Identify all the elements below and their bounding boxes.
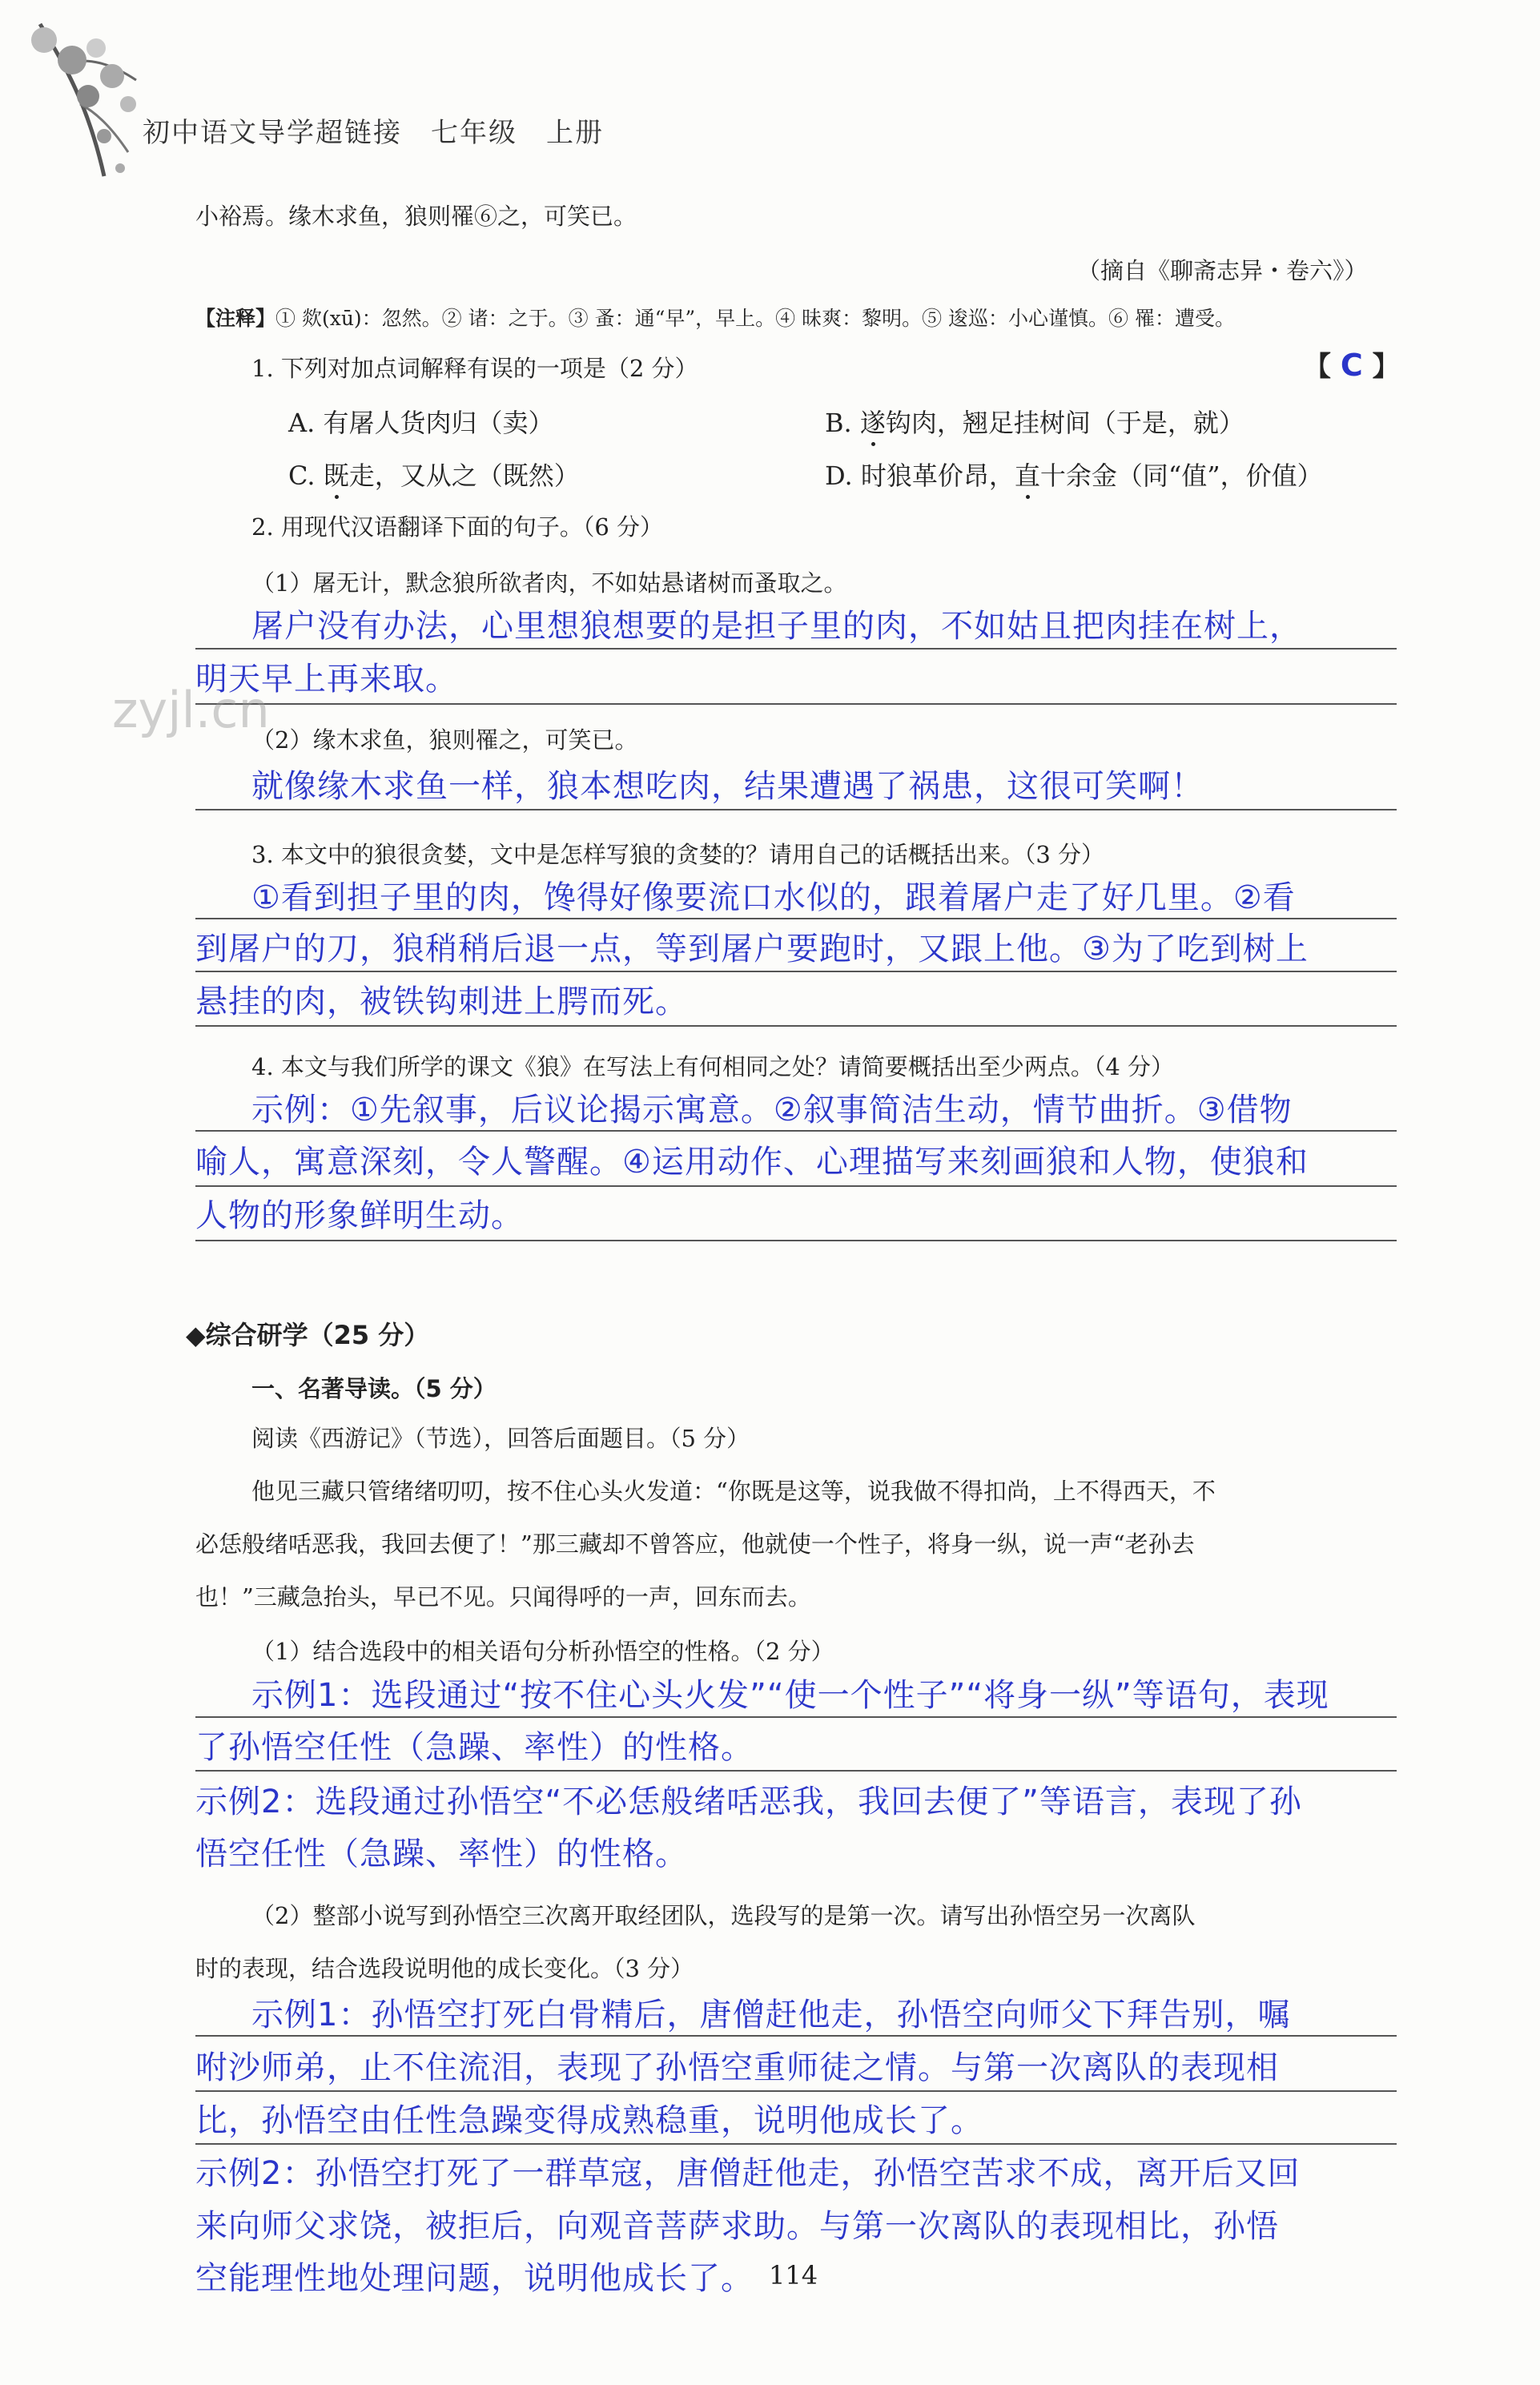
q1-answer: C bbox=[1340, 348, 1363, 383]
q3-answer-line-3: 悬挂的肉，被铁钩刺进上腭而死。 bbox=[195, 983, 688, 1020]
q4-answer-line-2: 喻人，寓意深刻，令人警醒。④运用动作、心理描写来刻画狼和人物，使狼和 bbox=[195, 1144, 1309, 1180]
q3-answer-line-2: 到屠户的刀，狼稍稍后退一点，等到屠户要跑时，又跟上他。③为了吃到树上 bbox=[195, 931, 1309, 967]
answer-line bbox=[195, 971, 1397, 972]
xq2-stem-line-2: 时的表现，结合选段说明他的成长变化。（3 分） bbox=[195, 1955, 694, 1982]
q4-answer-line-3: 人物的形象鲜明生动。 bbox=[195, 1197, 524, 1234]
q1-option-d: D. 时狼革价昂，直十余金（同“值”，价值） bbox=[825, 461, 1323, 491]
header-title: 初中语文导学超链接 七年级 上册 bbox=[143, 117, 604, 149]
q1-option-c: C. 既走，又从之（既然） bbox=[288, 461, 580, 491]
xq1-answer-line-3: 示例2：选段通过孙悟空“不必恁般绪咶恶我，我回去便了”等语言，表现了孙 bbox=[195, 1784, 1302, 1820]
answer-line bbox=[195, 1185, 1397, 1187]
excerpt-line-2: 必恁般绪咶恶我，我回去便了！”那三藏却不曾答应，他就使一个性子，将身一纵，说一声“老孙去 bbox=[195, 1530, 1195, 1558]
q2-stem: 2. 用现代汉语翻译下面的句子。（6 分） bbox=[251, 513, 664, 541]
xq2-answer-line-1: 示例1：孙悟空打死白骨精后，唐僧赶他走，孙悟空向师父下拜告别，嘱 bbox=[251, 1997, 1291, 2033]
xq1-answer-line-4: 悟空任性（急躁、率性）的性格。 bbox=[195, 1836, 688, 1872]
q3-answer-line-1: ①看到担子里的肉，馋得好像要流口水似的，跟着屠户走了好几里。②看 bbox=[251, 879, 1296, 916]
xq2-answer-line-3: 比，孙悟空由任性急躁变得成熟稳重，说明他成长了。 bbox=[195, 2102, 983, 2139]
q2-sentence-2: （2）缘木求鱼，狼则罹之，可笑已。 bbox=[251, 726, 638, 754]
xq2-answer-line-2: 咐沙师弟，止不住流泪，表现了孙悟空重师徒之情。与第一次离队的表现相 bbox=[195, 2049, 1279, 2086]
xq1-stem: （1）结合选段中的相关语句分析孙悟空的性格。（2 分） bbox=[251, 1638, 834, 1665]
q2-answer-1-line-2: 明天早上再来取。 bbox=[195, 661, 458, 698]
q2-answer-2: 就像缘木求鱼一样，狼本想吃肉，结果遭遇了祸患，这很可笑啊！ bbox=[251, 768, 1204, 805]
q2-sentence-1: （1）屠无计，默念狼所欲者肉，不如姑悬诸树而蚤取之。 bbox=[251, 569, 847, 597]
answer-line bbox=[195, 648, 1397, 650]
notes-label: 【注释】 bbox=[195, 307, 276, 330]
xq2-answer-line-5: 来向师父求饶，被拒后，向观音菩萨求助。与第一次离队的表现相比，孙悟 bbox=[195, 2208, 1279, 2245]
q1-option-a: A. 有屠人货肉归（卖） bbox=[288, 408, 554, 438]
section-title: ◆综合研学（25 分） bbox=[186, 1320, 430, 1350]
answer-line bbox=[195, 918, 1397, 919]
answer-line bbox=[195, 809, 1397, 810]
reading-intro: 阅读《西游记》（节选），回答后面题目。（5 分） bbox=[251, 1425, 750, 1452]
xq1-answer-line-2: 了孙悟空任性（急躁、率性）的性格。 bbox=[195, 1729, 754, 1766]
q1-option-b: B. 遂钩肉，翘足挂树间（于是，就） bbox=[825, 408, 1244, 438]
excerpt-line-1: 他见三藏只管绪绪叨叨，按不住心头火发道：“你既是这等，说我做不得扣尚，上不得西天，不 bbox=[251, 1478, 1216, 1505]
section-subtitle: 一、名著导读。（5 分） bbox=[251, 1375, 497, 1402]
excerpt-line-3: 也！”三藏急抬头，早已不见。只闻得呼的一声，回东而去。 bbox=[195, 1583, 811, 1611]
answer-line bbox=[195, 2035, 1397, 2037]
notes-text: ① 欻(xū)：忽然。② 诸：之于。③ 蚤：通“早”，早上。④ 昧爽：黎明。⑤ 逡巡：小心谨慎。⑥ 罹：遭受。 bbox=[275, 307, 1235, 330]
watermark: zyjl.cn bbox=[112, 681, 270, 739]
answer-line bbox=[195, 703, 1397, 705]
xq1-answer-line-1: 示例1：选段通过“按不住心头火发”“使一个性子”“将身一纵”等语句，表现 bbox=[251, 1677, 1329, 1714]
notes bbox=[195, 303, 1235, 332]
xq2-stem-line-1: （2）整部小说写到孙悟空三次离开取经团队，选段写的是第一次。请写出孙悟空另一次离队 bbox=[251, 1902, 1196, 1929]
answer-line bbox=[195, 2090, 1397, 2092]
source-citation: （摘自《聊斋志异・卷六》） bbox=[1077, 257, 1368, 284]
q4-stem: 4. 本文与我们所学的课文《狼》在写法上有何相同之处？请简要概括出至少两点。（4 分） bbox=[251, 1053, 1175, 1080]
answer-line bbox=[195, 2143, 1397, 2145]
q3-stem: 3. 本文中的狼很贪婪，文中是怎样写狼的贪婪的？请用自己的话概括出来。（3 分） bbox=[251, 841, 1105, 868]
q1-answer-box bbox=[1304, 344, 1400, 384]
answer-line bbox=[195, 1770, 1397, 1772]
answer-line bbox=[195, 1025, 1397, 1027]
answer-line bbox=[195, 1716, 1397, 1718]
q4-answer-line-1: 示例：①先叙事，后议论揭示寓意。②叙事简洁生动，情节曲折。③借物 bbox=[251, 1092, 1293, 1128]
q1-bracket-open: 【 bbox=[1304, 351, 1331, 383]
xq2-answer-line-4: 示例2：孙悟空打死了一群草寇，唐僧赶他走，孙悟空苦求不成，离开后又回 bbox=[195, 2155, 1301, 2192]
ink-branch-decoration bbox=[16, 16, 144, 200]
q1-stem: 1. 下列对加点词解释有误的一项是（2 分） bbox=[251, 355, 698, 382]
q2-answer-1-line-1: 屠户没有办法，心里想狼想要的是担子里的肉，不如姑且把肉挂在树上， bbox=[251, 608, 1302, 645]
answer-line bbox=[195, 1240, 1397, 1241]
xq2-answer-line-6: 空能理性地处理问题，说明他成长了。 bbox=[195, 2260, 754, 2297]
answer-line bbox=[195, 1130, 1397, 1132]
page-number: 114 bbox=[769, 2260, 818, 2290]
passage-tail: 小裕焉。缘木求鱼，狼则罹⑥之，可笑已。 bbox=[195, 203, 637, 230]
q1-bracket-close: 】 bbox=[1372, 351, 1400, 383]
